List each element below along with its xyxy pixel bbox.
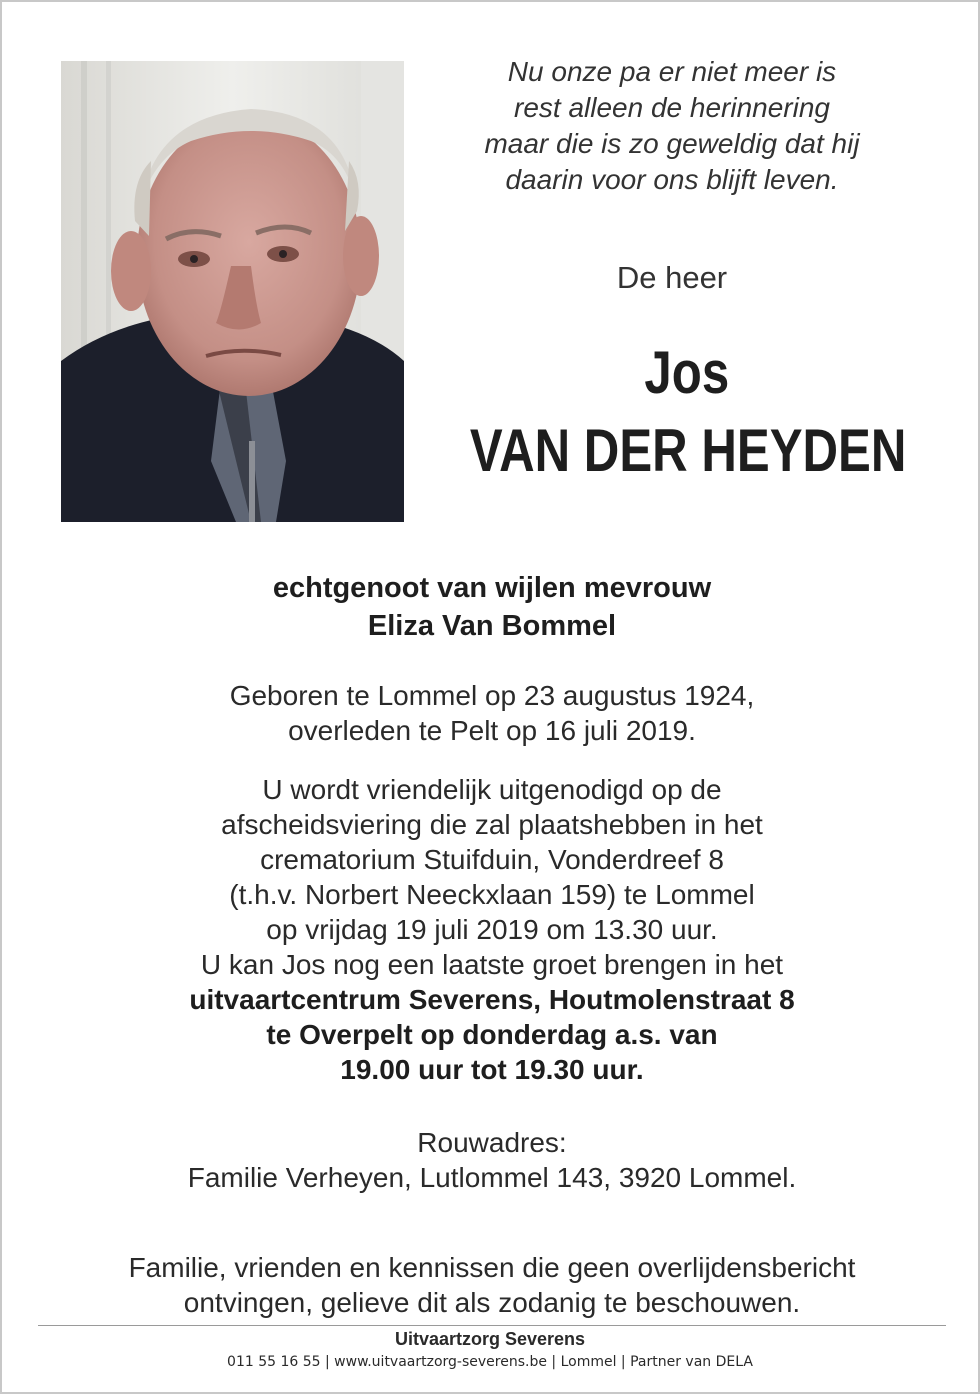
- funeral-invitation: [42, 772, 942, 1087]
- deceased-last-name-text: VAN DER HEYDEN: [469, 417, 907, 484]
- notice-line: Familie, vrienden en kennissen die geen overlijdensbericht: [128, 1252, 856, 1283]
- mourning-address-value: Familie Verheyen, Lutlommel 143, 3920 Lommel.: [187, 1162, 797, 1193]
- mourning-address: [42, 1125, 942, 1195]
- death-line: overleden te Pelt op 16 juli 2019.: [288, 715, 696, 746]
- invitation-line: (t.h.v. Norbert Neeckxlaan 159) te Lommel: [229, 879, 755, 910]
- spouse-line: echtgenoot van wijlen mevrouw: [272, 572, 712, 604]
- invitation-line: U wordt vriendelijk uitgenodigd op de: [262, 774, 722, 805]
- invitation-line: op vrijdag 19 juli 2019 om 13.30 uur.: [266, 914, 718, 945]
- invitation-line: U kan Jos nog een laatste groet brengen in het: [200, 949, 784, 980]
- birth-line: Geboren te Lommel op 23 augustus 1924,: [229, 680, 755, 711]
- poem-line: Nu onze pa er niet meer is: [507, 56, 837, 87]
- notice-text: [42, 1250, 942, 1320]
- funeral-home-contact: 011 55 16 55 | www.uitvaartzorg-severens.be | Lommel | Partner van DELA: [227, 1354, 753, 1370]
- memorial-poem: [422, 54, 922, 198]
- spouse-info: [42, 569, 942, 645]
- visitation-line: uitvaartcentrum Severens, Houtmolenstraat 8: [189, 984, 795, 1015]
- funeral-home-name: Uitvaartzorg Severens: [394, 1329, 586, 1349]
- honorific: De heer: [616, 260, 728, 295]
- deceased-last-name: [422, 416, 922, 485]
- poem-line: daarin voor ons blijft leven.: [505, 164, 839, 195]
- poem-line: rest alleen de herinnering: [514, 92, 830, 123]
- footer-divider: [38, 1325, 946, 1326]
- mourning-address-label: Rouwadres:: [417, 1127, 567, 1158]
- poem-line: maar die is zo geweldig dat hij: [484, 128, 860, 159]
- notice-line: ontvingen, gelieve dit als zodanig te beschouwen.: [183, 1287, 801, 1318]
- life-dates: [42, 678, 942, 748]
- portrait-illustration: [61, 61, 404, 522]
- visitation-line: 19.00 uur tot 19.30 uur.: [340, 1054, 644, 1085]
- invitation-line: crematorium Stuifduin, Vonderdreef 8: [260, 844, 724, 875]
- invitation-line: afscheidsviering die zal plaatshebben in het: [221, 809, 763, 840]
- spouse-name: Eliza Van Bommel: [367, 610, 617, 642]
- portrait-photo: [61, 61, 404, 522]
- visitation-line: te Overpelt op donderdag a.s. van: [266, 1019, 718, 1050]
- deceased-first-name: Jos: [644, 339, 730, 406]
